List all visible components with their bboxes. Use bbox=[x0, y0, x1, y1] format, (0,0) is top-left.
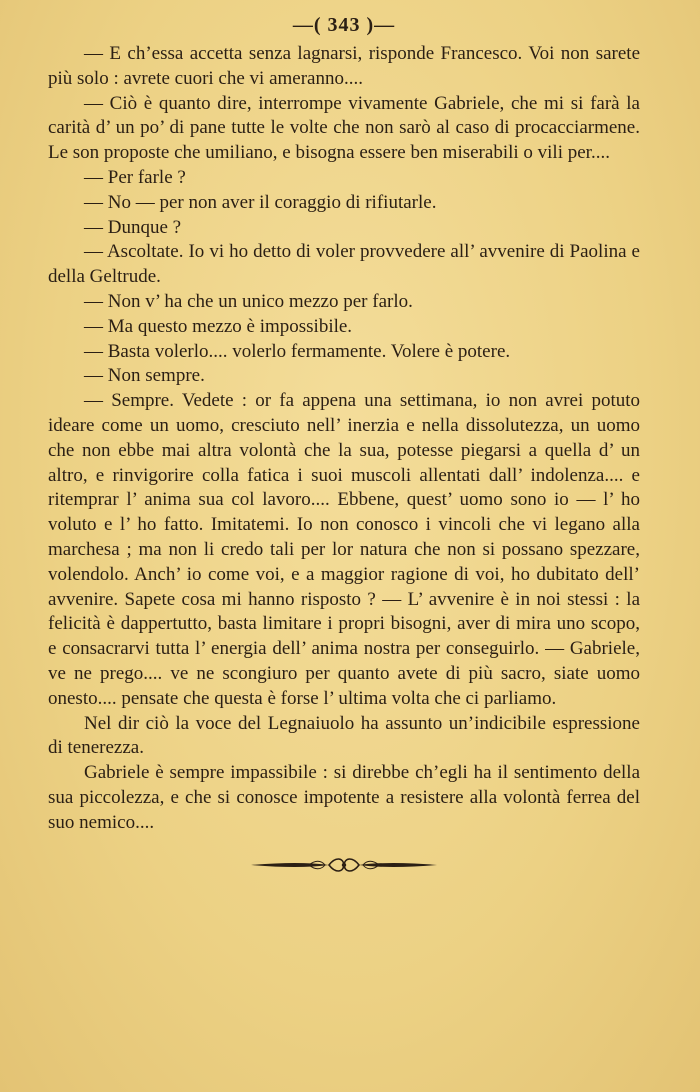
paragraph: — Sempre. Vedete : or fa appena una settimana, io non avrei potuto ideare come un uomo, cresciuto nell’ inerzia e nella dissolutezza, un uomo che non ebbe mai altra volontà che la sua, potesse piegarsi a quella d’ un altro, e rinvigorire colla fatica i suoi muscoli allentati dall’ indolenza.... e ritemprar l’ anima sua col lavoro.... Ebbene, quest’ uomo sono io — l’ ho voluto e l’ ho fatto. Imitatemi. Io non conosco i vincoli che vi legano alla marchesa ; ma non li credo tali per lor natura che non si possano spezzare, volendolo. Anch’ io come voi, e a maggior ragione di voi, ho dubitato dell’ avvenire. Sapete cosa mi hanno risposto ? — L’ avvenire è in noi stessi : la felicità è dappertutto, basta limitare i propri bisogni, aver di mira uno scopo, e consacrarvi tutta l’ energia dell’ anima nostra per conseguirlo. — Gabriele, ve ne prego.... ve ne scongiuro per quanto avete di più sacro, siate uomo onesto.... pensate che questa è forse l’ ultima volta che ci parliamo. bbox=[48, 390, 640, 709]
paragraph: — Ma questo mezzo è impossibile. bbox=[84, 315, 353, 337]
ornament-divider-icon bbox=[249, 854, 439, 876]
book-page bbox=[48, 8, 640, 1078]
paragraph: — Non sempre. bbox=[84, 365, 205, 387]
paragraph: — No — per non aver il coraggio di rifiutarle. bbox=[84, 191, 437, 213]
paragraph: — Basta volerlo.... volerlo fermamente. Volere è potere. bbox=[84, 340, 511, 362]
paragraph: — Non v’ ha che un unico mezzo per farlo. bbox=[84, 290, 413, 312]
paragraph: Gabriele è sempre impassibile : si direbbe ch’egli ha il sentimento della sua piccolezza, e che si conosce impotente a resistere alla volontà ferrea del suo nemico.... bbox=[48, 762, 640, 833]
paragraph: — Ascoltate. Io vi ho detto di voler provvedere all’ avvenire di Paolina e della Geltrude. bbox=[48, 241, 640, 288]
page-number: —( 343 )— bbox=[292, 14, 396, 36]
paragraph: — Ciò è quanto dire, interrompe vivamente Gabriele, che mi si farà la carità d’ un po’ di pane tutte le volte che non sarò al caso di procacciarmene. Le son proposte che umiliano, e bisogna essere ben miserabili o vili per.... bbox=[48, 92, 640, 164]
paragraph: Nel dir ciò la voce del Legnaiuolo ha assunto un’indicibile espressione di tenerezza. bbox=[48, 712, 640, 759]
paragraph: — Dunque ? bbox=[84, 216, 182, 238]
paragraph: — Per farle ? bbox=[84, 166, 186, 188]
paragraph: — E ch’essa accetta senza lagnarsi, risponde Francesco. Voi non sarete più solo : avrete cuori che vi ameranno.... bbox=[48, 43, 640, 89]
page-text bbox=[48, 42, 640, 836]
